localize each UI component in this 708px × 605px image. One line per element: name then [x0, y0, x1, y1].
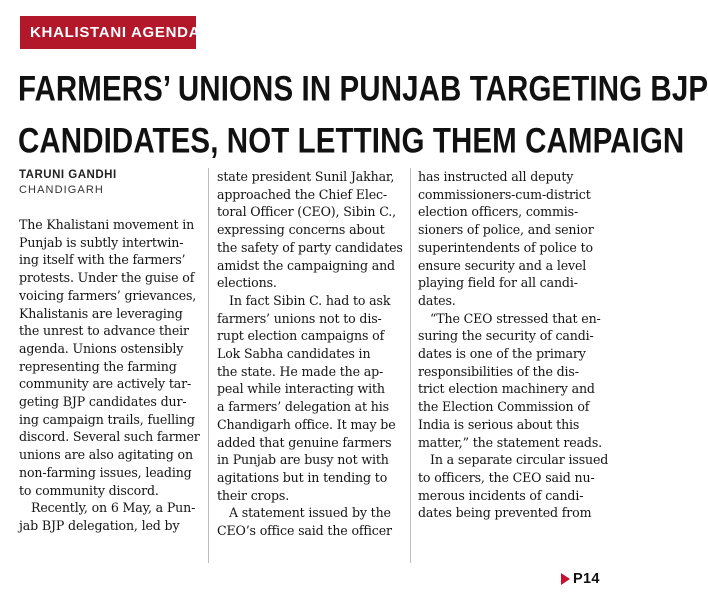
text-line: discord. Several such farmer: [19, 429, 200, 445]
article-column-3: [418, 168, 610, 563]
text-line: matter,” the statement reads.: [418, 434, 603, 450]
continued-page-label: P14: [573, 571, 600, 587]
text-line: superintendents of police to: [418, 239, 593, 255]
text-line: ing campaign trails, fuelling: [19, 411, 195, 427]
text-line: playing field for all candi-: [418, 275, 578, 291]
text-line: jab BJP delegation, led by: [19, 517, 180, 533]
text-line: representing the farming: [19, 358, 177, 374]
column-divider: [208, 168, 209, 563]
text-line: sioners of police, and senior: [418, 222, 594, 238]
text-line: Recently, on 6 May, a Pun-: [31, 500, 196, 516]
text-line: “The CEO stressed that en-: [430, 310, 601, 326]
text-line: community are actively tar-: [19, 376, 192, 392]
text-line: In a separate circular issued: [430, 452, 609, 468]
text-line: Punjab is subtly intertwin-: [19, 234, 184, 250]
text-line: Chandigarh office. It may be: [217, 416, 396, 432]
article-column-2: [217, 168, 403, 563]
text-line: responsibilities of the dis-: [418, 363, 579, 379]
text-line: In fact Sibin C. had to ask: [229, 292, 391, 308]
text-line: commissioners-cum-district: [418, 186, 591, 202]
text-line: state president Sunil Jakhar,: [217, 169, 395, 184]
text-line: voicing farmers’ grievances,: [19, 287, 197, 303]
text-line: agitations but in tending to: [217, 469, 388, 485]
text-line: the state. He made the ap-: [217, 363, 384, 379]
text-line: dates being prevented from: [418, 505, 592, 521]
text-line: peal while interacting with: [217, 381, 385, 397]
text-line: geting BJP candidates dur-: [19, 394, 187, 410]
headline: [18, 64, 708, 168]
text-line: Lok Sabha candidates in: [217, 346, 371, 362]
text-line: ensure security and a level: [418, 257, 587, 273]
text-line: suring the security of candi-: [418, 328, 594, 344]
byline: TARUNI GANDHI: [19, 169, 117, 181]
text-line: trict election machinery and: [418, 381, 595, 397]
article-column-1: [19, 168, 202, 563]
text-line: the safety of party candidates: [217, 239, 403, 255]
paragraph: [19, 499, 202, 534]
text-line: amidst the campaigning and: [217, 257, 395, 273]
text-line: to community discord.: [19, 482, 159, 498]
triangle-right-icon: [561, 573, 570, 585]
text-line: in Punjab are busy not with: [217, 452, 389, 468]
text-line: the unrest to advance their: [19, 323, 189, 339]
text-line: agenda. Unions ostensibly: [19, 340, 184, 356]
text-line: rupt election campaigns of: [217, 328, 385, 344]
text-line: The Khalistani movement in: [19, 217, 195, 232]
paragraph: [217, 504, 403, 539]
text-line: Khalistanis are leveraging: [19, 305, 183, 321]
text-line: toral Officer (CEO), Sibin C.,: [217, 204, 396, 220]
text-line: approached the Chief Elec-: [217, 186, 388, 202]
text-line: expressing concerns about: [217, 222, 385, 238]
text-line: farmers’ unions not to dis-: [217, 310, 382, 326]
paragraph: [217, 292, 403, 504]
text-line: has instructed all deputy: [418, 169, 574, 184]
text-line: A statement issued by the: [229, 505, 391, 521]
paragraph: [19, 216, 202, 499]
text-line: CEO’s office said the officer: [217, 523, 392, 539]
text-line: non-farming issues, leading: [19, 464, 192, 480]
paragraph: [418, 168, 610, 310]
paragraph: [217, 168, 403, 292]
text-line: dates is one of the primary: [418, 346, 586, 362]
text-line: ing itself with the farmers’: [19, 252, 186, 268]
headline-line: CANDIDATES, NOT LETTING THEM CAMPAIGN: [18, 121, 685, 161]
text-line: merous incidents of candi-: [418, 487, 584, 503]
text-line: their crops.: [217, 487, 290, 503]
text-line: dates.: [418, 292, 456, 308]
text-line: unions are also agitating on: [19, 447, 193, 463]
text-line: protests. Under the guise of: [19, 270, 195, 286]
text-line: added that genuine farmers: [217, 434, 392, 450]
text-line: India is serious about this: [418, 416, 580, 432]
text-line: elections.: [217, 275, 277, 291]
section-kicker: KHALISTANI AGENDA?: [20, 16, 196, 49]
text-line: to officers, the CEO said nu-: [418, 469, 595, 485]
headline-line: FARMERS’ UNIONS IN PUNJAB TARGETING BJP: [18, 69, 708, 109]
dateline: CHANDIGARH: [19, 184, 104, 196]
continued-on-page-link[interactable]: [561, 570, 621, 588]
text-line: election officers, commis-: [418, 204, 579, 220]
column-divider: [410, 168, 411, 563]
paragraph: [418, 310, 610, 452]
text-line: a farmers’ delegation at his: [217, 399, 389, 415]
paragraph: [418, 451, 610, 522]
text-line: the Election Commission of: [418, 399, 590, 415]
